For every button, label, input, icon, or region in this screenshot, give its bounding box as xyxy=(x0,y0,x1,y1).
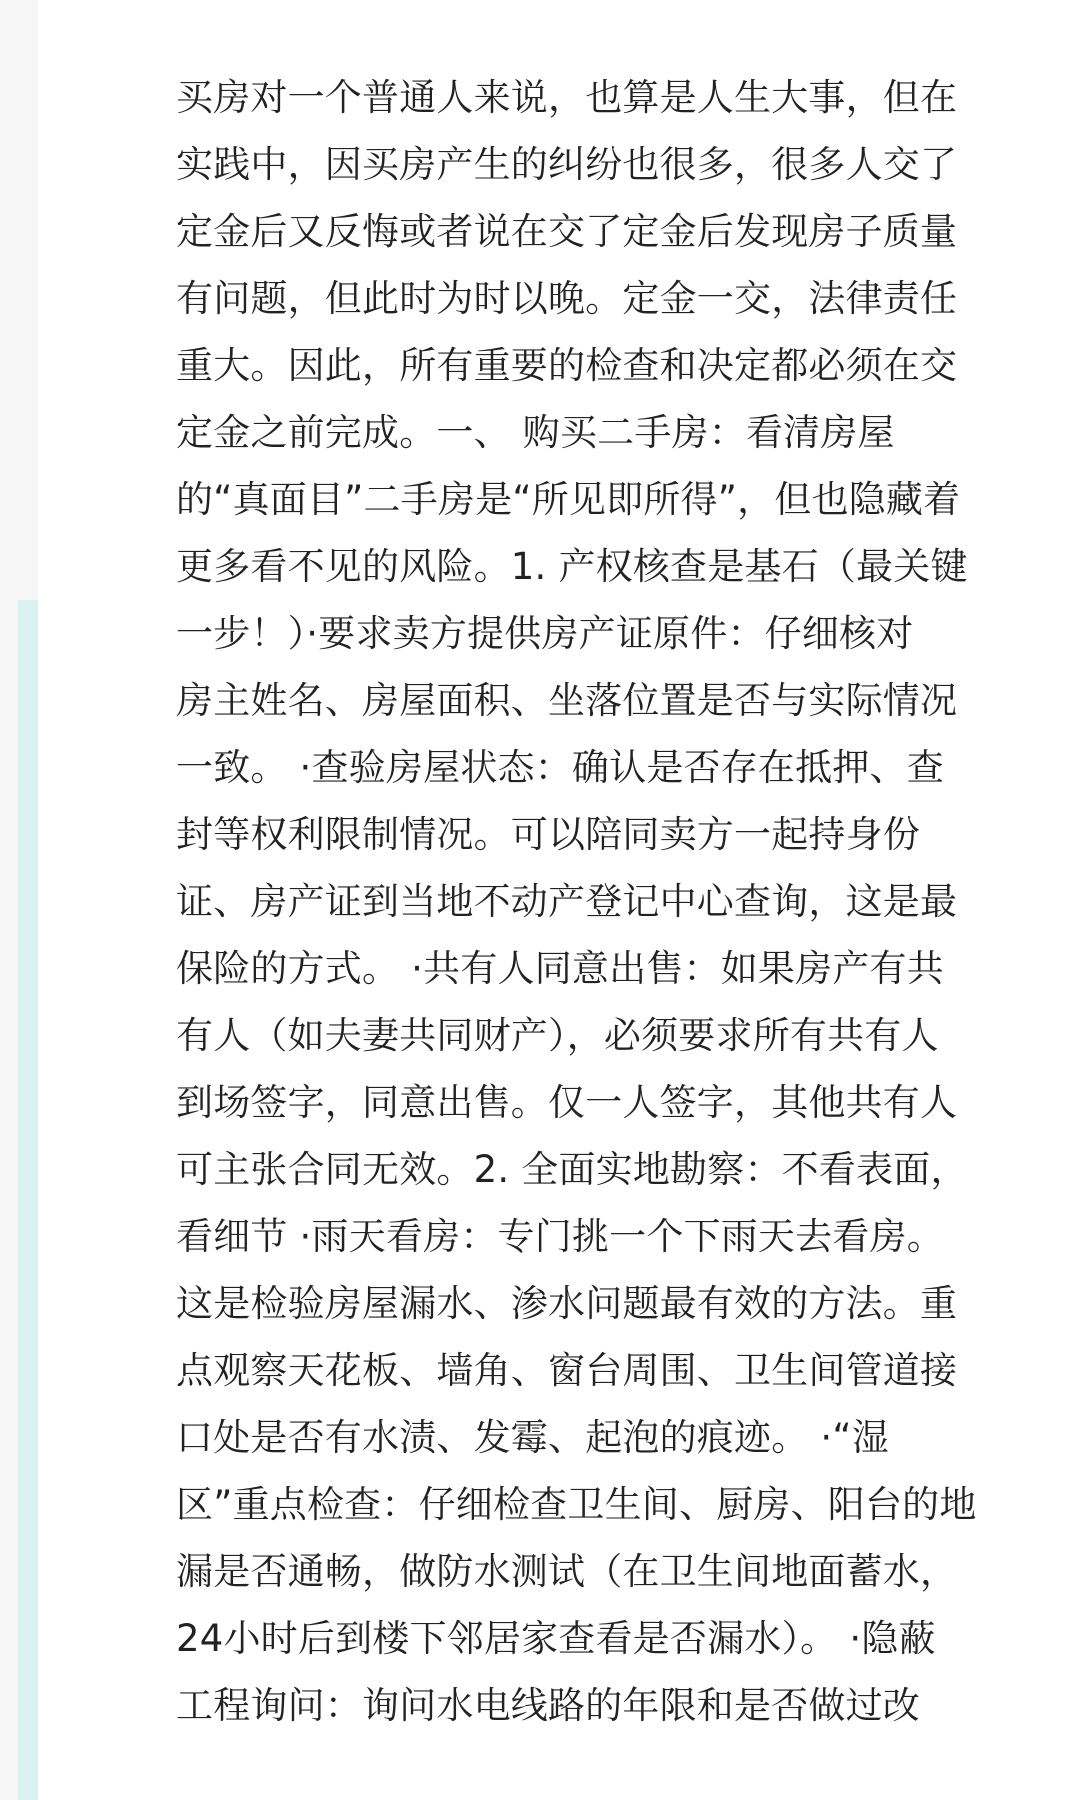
article-line: 保险的方式。 ·共有人同意出售：如果房产有共 xyxy=(176,947,944,990)
article-line: 有人（如夫妻共同财产），必须要求所有共有人 xyxy=(176,1014,939,1057)
article-body xyxy=(176,64,1022,1739)
left-accent-bar xyxy=(18,600,38,1800)
article-line: 看细节 ·雨天看房：专门挑一个下雨天去看房。 xyxy=(176,1215,944,1258)
article-line: 买房对一个普通人来说，也算是人生大事，但在 xyxy=(176,76,958,119)
article-line: 到场签字，同意出售。仅一人签字，其他共有人 xyxy=(176,1081,958,1124)
article-line: 工程询问：询问水电线路的年限和是否做过改 xyxy=(176,1684,920,1727)
article-line: 24小时后到楼下邻居家查看是否漏水）。 ·隐蔽 xyxy=(176,1617,936,1660)
article-line: 的“真面目”二手房是“所见即所得”，但也隐藏着 xyxy=(176,478,961,521)
article-line: 区”重点检查：仔细检查卫生间、厨房、阳台的地 xyxy=(176,1483,977,1526)
article-line: 封等权利限制情况。可以陪同卖方一起持身份 xyxy=(176,813,920,856)
article-line: 可主张合同无效。2. 全面实地勘察：不看表面， xyxy=(176,1148,968,1191)
article-line: 证、房产证到当地不动产登记中心查询，这是最 xyxy=(176,880,958,923)
article-line: 重大。因此，所有重要的检查和决定都必须在交 xyxy=(176,344,958,387)
article-line: 定金之前完成。一、 购买二手房：看清房屋 xyxy=(176,411,895,454)
article-line: 漏是否通畅，做防水测试（在卫生间地面蓄水， xyxy=(176,1550,958,1593)
article-line: 更多看不见的风险。1. 产权核查是基石（最关键 xyxy=(176,545,968,588)
article-line: 一步！）·要求卖方提供房产证原件：仔细核对 xyxy=(176,612,914,655)
article-line: 点观察天花板、墙角、窗台周围、卫生间管道接 xyxy=(176,1349,958,1392)
article-line: 这是检验房屋漏水、渗水问题最有效的方法。重 xyxy=(176,1282,958,1325)
article-line: 房主姓名、房屋面积、坐落位置是否与实际情况 xyxy=(176,679,958,722)
article-line: 实践中，因买房产生的纠纷也很多，很多人交了 xyxy=(176,143,958,186)
article-line: 有问题，但此时为时以晚。定金一交，法律责任 xyxy=(176,277,958,320)
article-line: 一致。 ·查验房屋状态：确认是否存在抵押、查 xyxy=(176,746,944,789)
article-line: 定金后又反悔或者说在交了定金后发现房子质量 xyxy=(176,210,958,253)
article-line: 口处是否有水渍、发霉、起泡的痕迹。 ·“湿 xyxy=(176,1416,889,1459)
